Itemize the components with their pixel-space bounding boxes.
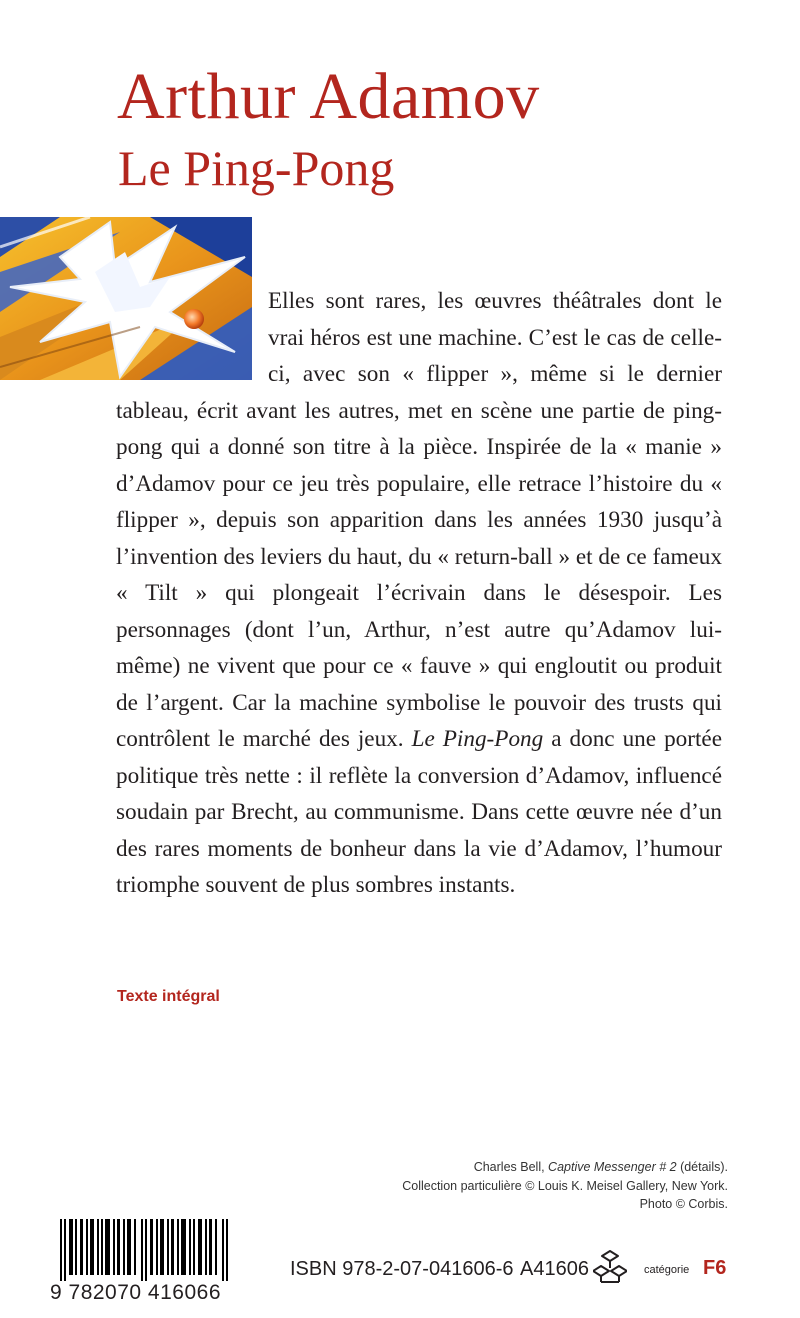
isbn-number: ISBN 978-2-07-041606-6: [290, 1258, 514, 1280]
credit-work-title: Captive Messenger # 2: [548, 1160, 677, 1174]
back-cover-blurb: [116, 283, 722, 904]
edition-note: Texte intégral: [117, 988, 220, 1005]
publisher-logo-icon: [593, 1248, 627, 1286]
author-name: Arthur Adamov: [117, 60, 540, 133]
category-label: catégorie: [644, 1264, 690, 1276]
category-code: F6: [703, 1257, 727, 1279]
credit-line-3: Photo © Corbis.: [639, 1197, 728, 1211]
credit-detail-note: (détails).: [676, 1160, 728, 1174]
credit-line-2: Collection particulière © Louis K. Meisel Gallery, New York.: [402, 1178, 728, 1193]
product-code: A41606: [520, 1258, 589, 1280]
credit-artist: Charles Bell,: [473, 1160, 549, 1174]
image-wrap-space: [116, 283, 268, 389]
credit-line-1: [402, 1158, 728, 1177]
blurb-text-part-1: Elles sont rares, les œuvres théâtrales dont le vrai héros est une machine. C’est le cas de celle-ci, avec son « flipper », même si le dernier tableau, écrit avant les autres, met en scène une partie de ping-pong qui a donné son titre à la pièce. Inspirée de la « manie » d’Adamov pour ce jeu très populaire, elle retrace l’histoire du « flipper », depuis son apparition dans les années 1930 jusqu’à l’invention des leviers du haut, du « return-ball » et de ce fameux « Tilt » qui plongeait l’écrivain dans le désespoir. Les personnages (dont l’un, Arthur, n’est autre qu’Adamov lui-même) ne vivent que pour ce « fauve » qui engloutit ou produit de l’argent. Car la machine symbolise le pouvoir des trusts qui contrôlent le marché des jeux.: [116, 288, 722, 752]
blurb-text-part-2: a donc une portée politique très nette : il reflète la conversion d’Adamov, influencé soudain par Brecht, au communisme. Dans cette œuvre née d’un des rares moments de bonheur dans la vie d’Adamov, l’humour triomphe souvent de plus sombres instants.: [116, 726, 722, 898]
barcode: [60, 1219, 230, 1281]
barcode-digits: 9 782070 416066: [50, 1281, 221, 1304]
image-credits: [402, 1158, 728, 1214]
blurb-italic-title: Le Ping-Pong: [411, 726, 544, 752]
book-title: Le Ping-Pong: [118, 140, 395, 196]
